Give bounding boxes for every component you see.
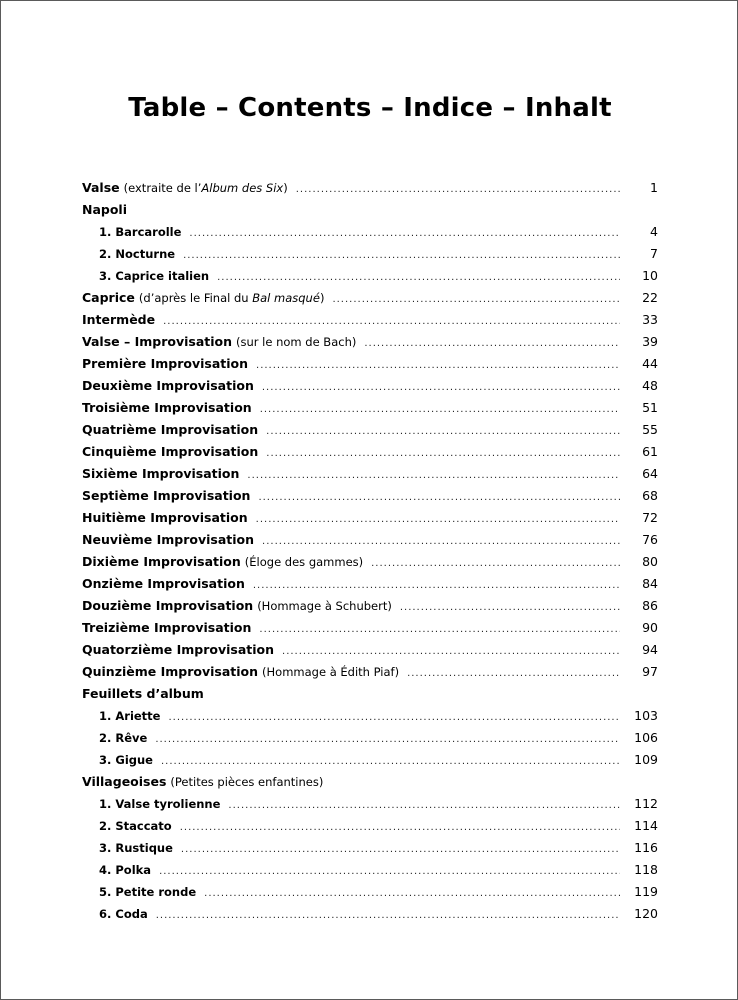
toc-subentry xyxy=(82,727,658,749)
toc-entry-title: Feuillets d’album xyxy=(82,686,204,701)
dot-leader xyxy=(407,663,620,685)
toc-subentry xyxy=(82,265,658,287)
toc-entry-title: 2. Nocturne xyxy=(99,247,176,261)
toc-entry-title: Huitième Improvisation xyxy=(82,510,248,525)
dot-leader xyxy=(247,465,620,487)
toc-entry-title: 3. Rustique xyxy=(99,841,173,855)
toc-page-number: 48 xyxy=(642,378,658,393)
toc-entry-title: Caprice xyxy=(82,290,135,305)
toc-entry xyxy=(82,177,658,199)
dot-leader xyxy=(155,729,620,751)
toc-page-number: 90 xyxy=(642,620,658,635)
toc-page-number: 4 xyxy=(650,224,658,239)
table-of-contents xyxy=(82,177,658,925)
toc-page-number: 112 xyxy=(634,796,658,811)
dot-leader xyxy=(262,531,620,553)
dot-leader xyxy=(163,311,620,333)
toc-subentry xyxy=(82,793,658,815)
toc-page-number: 120 xyxy=(634,906,658,921)
toc-entry-note xyxy=(236,331,356,353)
toc-page-number: 97 xyxy=(642,664,658,679)
dot-leader xyxy=(364,333,620,355)
toc-entry-note xyxy=(124,177,288,199)
toc-entry xyxy=(82,287,658,309)
toc-page-number: 61 xyxy=(642,444,658,459)
toc-entry-title: 1. Barcarolle xyxy=(99,225,182,239)
dot-leader xyxy=(183,245,620,267)
dot-leader xyxy=(266,421,620,443)
dot-leader xyxy=(181,839,620,861)
toc-entry-note xyxy=(245,551,363,573)
toc-entry-title: Onzième Improvisation xyxy=(82,576,245,591)
dot-leader xyxy=(262,377,620,399)
toc-page-number: 86 xyxy=(642,598,658,613)
toc-entry xyxy=(82,397,658,419)
toc-subentry xyxy=(82,903,658,925)
toc-page-number: 76 xyxy=(642,532,658,547)
toc-entry-title: Valse xyxy=(82,180,120,195)
toc-entry xyxy=(82,485,658,507)
toc-entry xyxy=(82,353,658,375)
page-title: Table – Contents – Indice – Inhalt xyxy=(128,93,612,123)
dot-leader xyxy=(217,267,620,289)
toc-page-number: 51 xyxy=(642,400,658,415)
toc-entry-title: Neuvième Improvisation xyxy=(82,532,255,547)
toc-subentry xyxy=(82,705,658,727)
toc-entry-note xyxy=(170,771,323,793)
toc-entry-note-text: (sur le nom de Bach) xyxy=(236,335,357,349)
dot-leader xyxy=(253,575,620,597)
toc-entry xyxy=(82,639,658,661)
toc-subentry xyxy=(82,749,658,771)
dot-leader xyxy=(256,355,620,377)
toc-entry-title: Septième Improvisation xyxy=(82,488,251,503)
toc-page-number: 109 xyxy=(634,752,658,767)
dot-leader xyxy=(228,795,620,817)
dot-leader xyxy=(168,707,620,729)
toc-entry-title: Deuxième Improvisation xyxy=(82,378,254,393)
toc-page-number: 118 xyxy=(634,862,658,877)
toc-entry-title: Intermède xyxy=(82,312,156,327)
dot-leader xyxy=(296,179,620,201)
toc-entry-title: 4. Polka xyxy=(99,863,152,877)
toc-page-number: 103 xyxy=(634,708,658,723)
toc-entry-note-text: (Éloge des gammes) xyxy=(244,555,364,569)
toc-entry-note-text: (Petites pièces enfantines) xyxy=(170,775,324,789)
toc-entry-note-text: (Hommage à Schubert) xyxy=(257,599,392,613)
toc-entry-title: Dixième Improvisation xyxy=(82,554,241,569)
dot-leader xyxy=(260,399,620,421)
toc-subentry xyxy=(82,221,658,243)
toc-entry-title: Quinzième Improvisation xyxy=(82,664,259,679)
dot-leader xyxy=(256,509,620,531)
toc-section-header xyxy=(82,771,658,793)
toc-entry-title: 3. Gigue xyxy=(99,753,153,767)
toc-entry-note xyxy=(139,287,325,309)
dot-leader xyxy=(159,861,620,883)
toc-page-number: 64 xyxy=(642,466,658,481)
toc-entry-title: 1. Valse tyrolienne xyxy=(99,797,221,811)
toc-entry-title: Valse – Improvisation xyxy=(82,334,233,349)
toc-subentry xyxy=(82,815,658,837)
toc-entry-note-italic: Bal masqué xyxy=(252,291,320,305)
dot-leader xyxy=(266,443,620,465)
toc-entry xyxy=(82,419,658,441)
toc-entry xyxy=(82,507,658,529)
dot-leader xyxy=(332,289,620,311)
toc-page-number: 55 xyxy=(642,422,658,437)
toc-entry-note-text: (Hommage à Édith Piaf) xyxy=(262,665,400,679)
toc-page-number: 1 xyxy=(650,180,658,195)
toc-subentry xyxy=(82,881,658,903)
toc-page-number: 7 xyxy=(650,246,658,261)
dot-leader xyxy=(259,619,620,641)
dot-leader xyxy=(161,751,620,773)
toc-subentry xyxy=(82,859,658,881)
toc-entry xyxy=(82,331,658,353)
toc-entry-title: 3. Caprice italien xyxy=(99,269,210,283)
toc-entry-note-text: (d’après le Final du xyxy=(138,291,253,305)
toc-subentry xyxy=(82,243,658,265)
toc-entry xyxy=(82,309,658,331)
toc-entry-title: Villageoises xyxy=(82,774,167,789)
dot-leader xyxy=(204,883,620,905)
toc-entry-title: 2. Rêve xyxy=(99,731,148,745)
toc-entry-note-text: (extraite de l’ xyxy=(123,181,202,195)
toc-entry-title: Quatorzième Improvisation xyxy=(82,642,275,657)
toc-entry-note-end: ) xyxy=(319,291,325,305)
toc-entry-note-end: ) xyxy=(283,181,288,195)
toc-page-number: 116 xyxy=(634,840,658,855)
toc-page-number: 106 xyxy=(634,730,658,745)
toc-entry-title: Douzième Improvisation xyxy=(82,598,254,613)
toc-entry xyxy=(82,551,658,573)
toc-entry-title: 6. Coda xyxy=(99,907,148,921)
toc-entry xyxy=(82,617,658,639)
toc-entry-title: 1. Ariette xyxy=(99,709,161,723)
toc-page-number: 10 xyxy=(642,268,658,283)
dot-leader xyxy=(282,641,620,663)
toc-entry xyxy=(82,595,658,617)
dot-leader xyxy=(371,553,620,575)
toc-page-number: 22 xyxy=(642,290,658,305)
dot-leader xyxy=(180,817,620,839)
toc-entry-note xyxy=(262,661,399,683)
toc-page-number: 94 xyxy=(642,642,658,657)
dot-leader xyxy=(156,905,620,927)
toc-page-number: 33 xyxy=(642,312,658,327)
toc-entry-title: Troisième Improvisation xyxy=(82,400,252,415)
toc-page-number: 39 xyxy=(642,334,658,349)
toc-entry-note xyxy=(257,595,392,617)
toc-page-number: 80 xyxy=(642,554,658,569)
toc-entry xyxy=(82,463,658,485)
toc-entry xyxy=(82,375,658,397)
toc-page-number: 44 xyxy=(642,356,658,371)
toc-page-number: 84 xyxy=(642,576,658,591)
toc-entry-title: Première Improvisation xyxy=(82,356,249,371)
toc-page-number: 114 xyxy=(634,818,658,833)
toc-entry-title: Cinquième Improvisation xyxy=(82,444,259,459)
toc-section-header xyxy=(82,683,658,705)
toc-entry-note-italic: Album des Six xyxy=(201,181,284,195)
toc-page-number: 72 xyxy=(642,510,658,525)
toc-page-number: 68 xyxy=(642,488,658,503)
toc-entry-title: Treizième Improvisation xyxy=(82,620,252,635)
toc-section-header xyxy=(82,199,658,221)
toc-entry-title: Quatrième Improvisation xyxy=(82,422,259,437)
toc-entry xyxy=(82,529,658,551)
toc-entry-title: Sixième Improvisation xyxy=(82,466,240,481)
toc-entry xyxy=(82,661,658,683)
toc-entry-title: 2. Staccato xyxy=(99,819,172,833)
toc-entry-title: 5. Petite ronde xyxy=(99,885,197,899)
toc-page-number: 119 xyxy=(634,884,658,899)
dot-leader xyxy=(258,487,620,509)
toc-entry xyxy=(82,573,658,595)
toc-entry xyxy=(82,441,658,463)
dot-leader xyxy=(400,597,620,619)
dot-leader xyxy=(189,223,620,245)
toc-subentry xyxy=(82,837,658,859)
toc-entry-title: Napoli xyxy=(82,202,128,217)
